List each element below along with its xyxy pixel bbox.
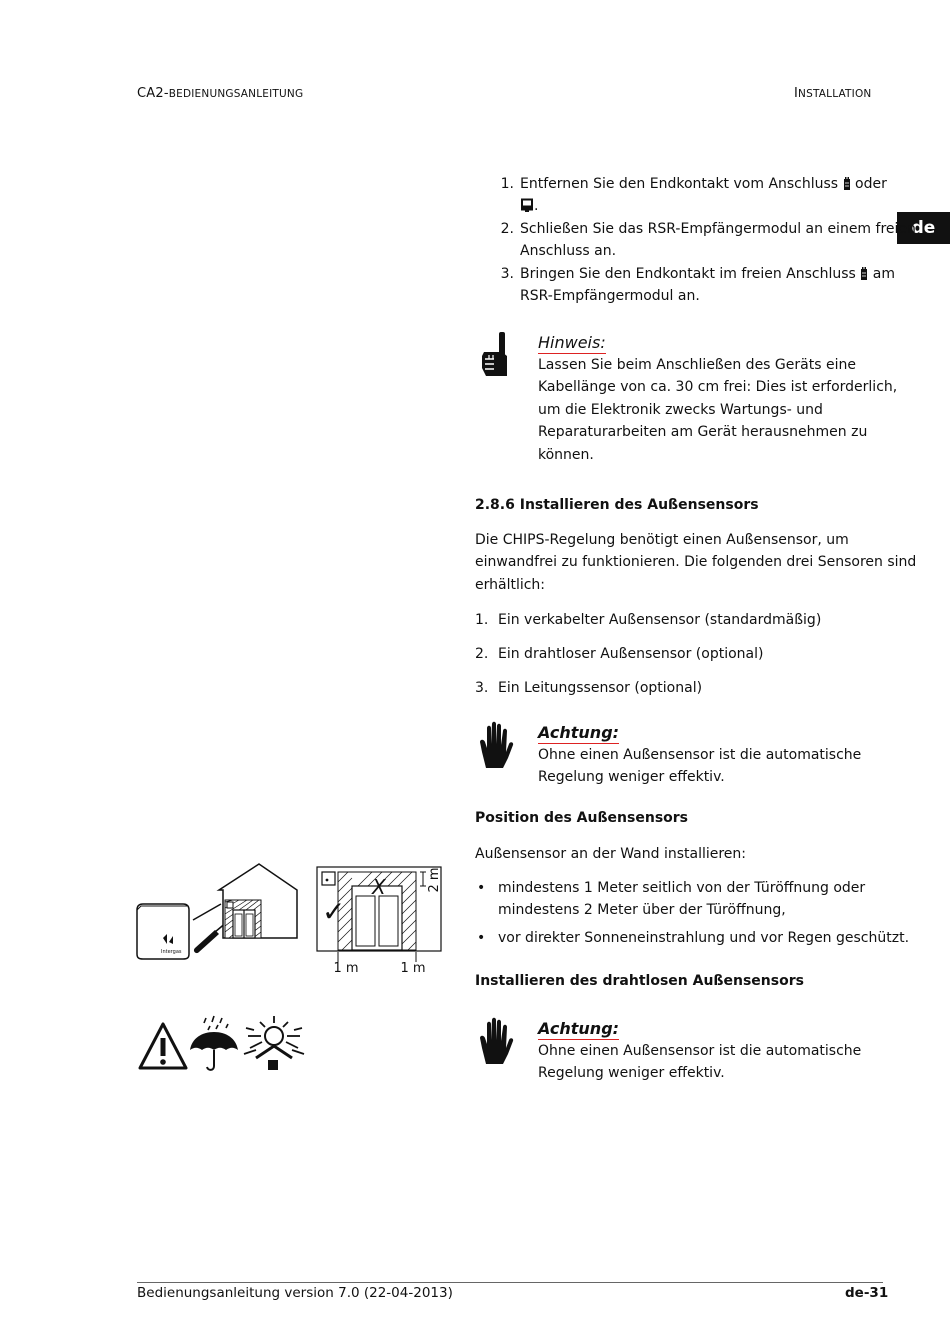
dimension-left-label: 1 m	[333, 961, 359, 976]
section-heading: 2.8.6 Installieren des Außensensors	[475, 497, 759, 513]
terminal-plug-icon	[843, 177, 851, 190]
warning-triangle-icon	[137, 1018, 189, 1072]
sensor-house-illustration	[133, 862, 299, 962]
note-achtung: Achtung: Ohne einen Außensensor ist die automatische Regelung weniger effektiv.	[538, 1019, 862, 1082]
module-connector-icon	[520, 198, 534, 212]
stop-hand-icon	[478, 1018, 516, 1066]
note-title: Achtung:	[538, 723, 620, 742]
dimension-right-label: 1 m	[400, 961, 426, 976]
sensor-brand: Intergas	[161, 949, 182, 955]
bullet-list: • mindestens 1 Meter seitlich von der Türöffnung oder mindestens 2 Meter über der Türöffnung, • vor direkter Sonneneinstrahlung und vor Regen geschützt.	[475, 877, 895, 949]
subsection-heading: Position des Außensensors	[475, 810, 689, 826]
language-tab: de	[897, 212, 950, 244]
umbrella-rain-icon	[188, 1016, 240, 1072]
forbidden-position-cross: X	[372, 875, 386, 899]
footer-left: Bedienungsanleitung version 7.0 (22-04-2013)	[137, 1285, 453, 1301]
note-hinweis: Hinweis: Lassen Sie beim Anschließen des Geräts eine Kabellänge von ca. 30 cm frei: Dies ist erforderlich, um die Elektronik zwecks Wartungs- und Reparaturarbeiten am Gerät herausnehmen zu können.	[538, 333, 898, 463]
list-item: • vor direkter Sonneneinstrahlung und vor Regen geschützt.	[477, 929, 910, 946]
running-header-right: INSTALLATION	[794, 86, 872, 101]
pointing-hand-icon	[480, 330, 512, 378]
steps-list: 1. Entfernen Sie den Endkontakt vom Anschluss oder . 2. Schließen Sie das RSR-Empfängermodul an einem freien Anschluss an. 3. Bringen Sie den Endkontakt im freien Anschluss am RSR-Empfängermodul an.	[497, 173, 887, 307]
step-item: 3. Bringen Sie den Endkontakt im freien Anschluss am	[500, 265, 895, 282]
list-item: 3. Ein Leitungssensor (optional)	[475, 680, 703, 696]
footer-rule	[137, 1282, 883, 1283]
section-intro: Die CHIPS-Regelung benötigt einen Außensensor, um einwandfrei zu funktionieren. Die folgenden drei Sensoren sind erhältlich:	[475, 532, 917, 593]
page-number: de-31	[845, 1285, 889, 1301]
list-item: 2. Ein drahtloser Außensensor (optional)	[475, 646, 764, 662]
subsection-heading: Installieren des drahtlosen Außensensors	[475, 973, 804, 989]
list-item: 1. Ein verkabelter Außensensor (standardmäßig)	[475, 612, 822, 628]
list-item: • mindestens 1 Meter seitlich von der Türöffnung oder	[477, 880, 866, 896]
step-item: 1. Entfernen Sie den Endkontakt vom Anschluss oder	[500, 176, 887, 192]
note-achtung: Achtung: Ohne einen Außensensor ist die automatische Regelung weniger effektiv.	[538, 723, 862, 786]
paragraph: Außensensor an der Wand installieren:	[475, 846, 747, 862]
note-title: Achtung:	[538, 1019, 620, 1038]
door-clearance-diagram	[316, 866, 442, 976]
step-item: 2. Schließen Sie das RSR-Empfängermodul an einem freien	[500, 220, 916, 237]
note-title: Hinweis:	[538, 333, 606, 352]
allowed-position-check: ✓	[322, 895, 346, 928]
stop-hand-icon	[478, 722, 516, 770]
dimension-top-label: 2 m	[427, 867, 442, 893]
sensor-position-marker	[322, 872, 335, 885]
running-header-left: CA2-BEDIENUNGSANLEITUNG	[137, 86, 304, 101]
terminal-plug-icon	[860, 267, 868, 280]
sun-exposure-icon	[242, 1016, 306, 1072]
